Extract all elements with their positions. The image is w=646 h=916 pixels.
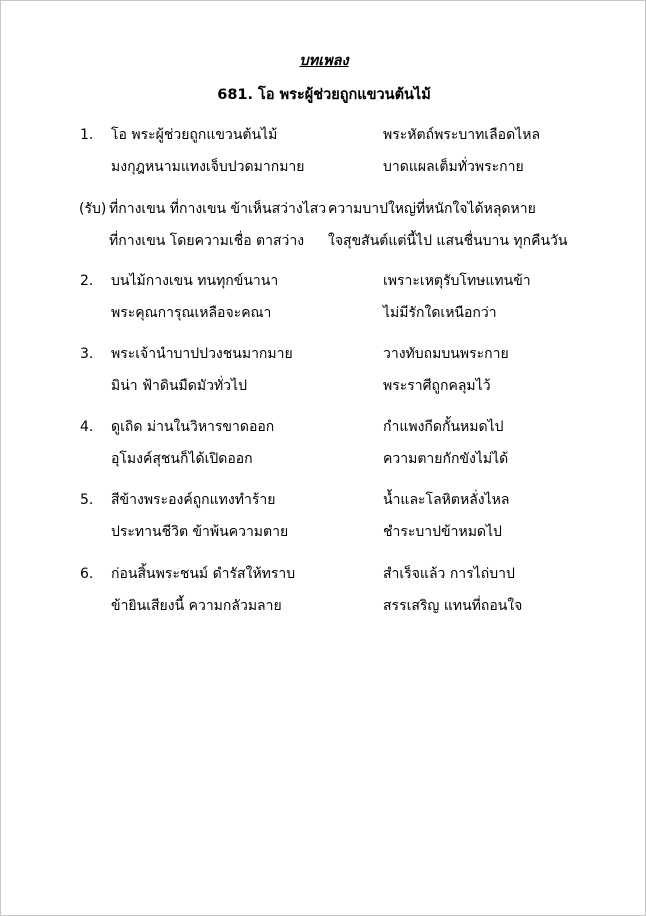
lyric-left: มิน่า ฟ้าดินมืดมัวทั่วไป — [111, 378, 247, 394]
lyric-right: พระราศีถูกคลุมไว้ — [383, 378, 491, 394]
lyric-left: โอ พระผู้ช่วยถูกแขวนต้นไม้ — [111, 127, 278, 143]
lyric-left: ก่อนสิ้นพระชนม์ ดำรัสให้ทราบ — [111, 566, 296, 582]
lyric-right: กำแพงกีดกั้นหมดไป — [383, 419, 504, 435]
stanza-number: 6. — [80, 566, 94, 582]
stanza-line — [1, 301, 646, 325]
stanza-line — [1, 229, 646, 253]
lyric-left: บนไม้กางเขน ทนทุกข์นานา — [111, 273, 279, 289]
stanza-line — [1, 197, 646, 221]
lyric-right: ความตายกักขังไม่ได้ — [383, 451, 509, 467]
lyric-left: ดูเถิด ม่านในวิหารขาดออก — [111, 419, 275, 435]
stanza-number: 5. — [80, 492, 94, 508]
lyric-left: ที่กางเขน ที่กางเขน ข้าเห็นสว่างไสว — [109, 201, 327, 217]
lyric-right: สำเร็จแล้ว การไถ่บาป — [383, 566, 515, 582]
lyric-right: น้ำและโลหิตหลั่งไหล — [383, 492, 510, 508]
lyric-right: สรรเสริญ แทนที่ถอนใจ — [383, 598, 523, 614]
lyric-left: ที่กางเขน โดยความเชื่อ ตาสว่าง — [109, 233, 305, 249]
lyric-left: มงกุฎหนามแทงเจ็บปวดมากมาย — [111, 159, 305, 175]
lyric-right: ไม่มีรักใดเหนือกว่า — [383, 305, 497, 321]
lyric-right: บาดแผลเต็มทั่วพระกาย — [383, 159, 524, 175]
stanza-line — [1, 342, 646, 366]
lyric-left: พระคุณการุณเหลือจะคณา — [111, 305, 272, 321]
stanza-line — [1, 269, 646, 293]
stanza-line — [1, 374, 646, 398]
lyric-right: ชำระบาปข้าหมดไป — [383, 524, 502, 540]
lyric-left: ประทานชีวิต ข้าพ้นความตาย — [111, 524, 289, 540]
lyric-right: เพราะเหตุรับโทษแทนข้า — [383, 273, 531, 289]
song-title: 681. โอ พระผู้ช่วยถูกแขวนต้นไม้ — [217, 87, 431, 103]
lyric-left: อุโมงค์สุชนก็ได้เปิดออก — [111, 451, 253, 467]
stanza-number: 4. — [80, 419, 94, 435]
lyric-right: วางทับถมบนพระกาย — [383, 346, 509, 362]
section-header: บทเพลง — [299, 53, 349, 69]
stanza-number: 1. — [80, 127, 94, 143]
lyric-left: สีข้างพระองค์ถูกแทงทำร้าย — [111, 492, 276, 508]
stanza-line — [1, 488, 646, 512]
stanza-line — [1, 594, 646, 618]
stanza-number: 2. — [80, 273, 94, 289]
chorus-label: (รับ) — [79, 201, 107, 217]
stanza-line — [1, 155, 646, 179]
lyric-left: ข้ายินเสียงนี้ ความกลัวมลาย — [111, 598, 282, 614]
lyric-right: ความบาปใหญ่ที่หนักใจได้หลุดหาย — [328, 201, 536, 217]
lyric-right: ใจสุขสันต์แต่นี้ไป แสนชื่นบาน ทุกคืนวัน — [328, 233, 568, 249]
lyric-left: พระเจ้านำบาปปวงชนมากมาย — [111, 346, 293, 362]
stanza-line — [1, 520, 646, 544]
stanza-number: 3. — [80, 346, 94, 362]
stanza-line — [1, 447, 646, 471]
stanza-line — [1, 562, 646, 586]
stanza-line — [1, 415, 646, 439]
lyric-right: พระหัตถ์พระบาทเลือดไหล — [383, 127, 541, 143]
stanza-line — [1, 123, 646, 147]
